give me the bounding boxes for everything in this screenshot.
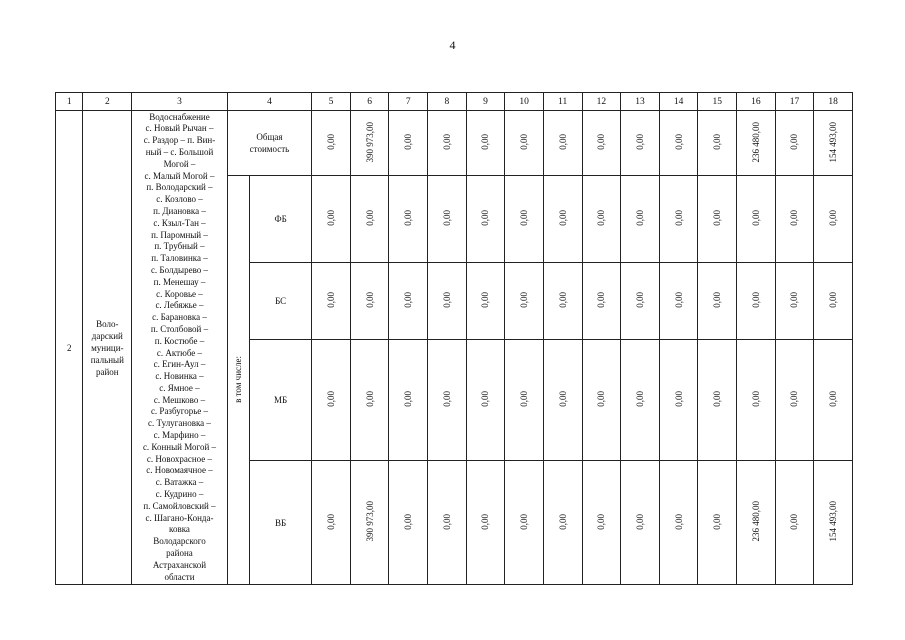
header-cell: 7	[389, 93, 428, 111]
value-cell	[428, 461, 467, 585]
value-text: 0,00	[480, 134, 491, 150]
value-cell	[466, 176, 505, 263]
value-text: 0,00	[403, 391, 414, 407]
value-cell	[428, 263, 467, 340]
value-cell	[698, 176, 737, 263]
value-text: 0,00	[789, 292, 800, 308]
value-text: 0,00	[519, 210, 530, 226]
header-cell: 13	[621, 93, 660, 111]
value-cell	[389, 111, 428, 176]
value-cell	[775, 461, 814, 585]
value-cell	[543, 263, 582, 340]
value-text: 0,00	[596, 134, 607, 150]
value-text: 0,00	[364, 391, 375, 407]
value-cell	[582, 176, 621, 263]
value-cell	[582, 340, 621, 461]
value-text: 0,00	[441, 513, 452, 530]
object-name-cell: Водоснабжение с. Новый Рычан – с. Раздор – п. Вин- ный – с. Большой Могой – с. Малый Могой – п. Володарский – с. Козлово – п. Диановка – с. Кзыл-Тан – п. Паромный – п. Трубный – п. Таловинка – с. Болдырево – п. Менешау – с. Коровье – с. Лебяжье – с. Барановка – п. Столбовой – п. Костюбе – с. Актюбе – с. Егин-Аул – с. Новинка – с. Ямное – с. Мешково – с. Разбугорье – с. Тулугановка – с. Марфино – с. Конный Могой – с. Новохрасное – с. Новомаячное – с. Ватажка – с. Кудрино – п. Самойловский – с. Шагано-Конда- ковка Володарского района Астраханской области	[132, 111, 228, 585]
value-cell	[389, 461, 428, 585]
value-text: 0,00	[480, 513, 491, 530]
value-cell	[505, 263, 544, 340]
value-cell	[659, 176, 698, 263]
header-cell: 3	[132, 93, 228, 111]
value-text: 0,00	[712, 391, 723, 407]
value-text: 0,00	[789, 134, 800, 150]
value-cell	[389, 263, 428, 340]
value-cell	[621, 263, 660, 340]
value-cell	[428, 111, 467, 176]
value-text: 0,00	[634, 134, 645, 150]
value-text: 0,00	[712, 210, 723, 226]
page-number: 4	[449, 38, 456, 52]
value-cell	[582, 263, 621, 340]
value-text: 0,00	[403, 210, 414, 226]
value-text: 0,00	[519, 391, 530, 407]
value-text: 0,00	[673, 292, 684, 308]
including-label-cell	[227, 176, 249, 585]
value-cell	[389, 176, 428, 263]
header-cell: 6	[350, 93, 389, 111]
value-text: 0,00	[325, 292, 336, 308]
value-cell	[389, 340, 428, 461]
value-text: 0,00	[441, 210, 452, 226]
value-text: 0,00	[441, 134, 452, 150]
value-cell	[659, 111, 698, 176]
value-text: 0,00	[712, 513, 723, 530]
header-cell: 10	[505, 93, 544, 111]
value-cell	[466, 340, 505, 461]
value-text: 0,00	[519, 513, 530, 530]
value-text: 0,00	[325, 210, 336, 226]
value-cell	[698, 340, 737, 461]
value-cell	[737, 111, 776, 176]
value-cell	[814, 111, 853, 176]
value-text: 0,00	[325, 513, 336, 530]
value-text: 0,00	[441, 391, 452, 407]
value-text: 0,00	[828, 210, 839, 226]
value-text: 0,00	[634, 292, 645, 308]
value-text: 0,00	[828, 292, 839, 308]
value-cell	[659, 340, 698, 461]
value-cell	[698, 111, 737, 176]
value-text: 0,00	[789, 391, 800, 407]
header-cell: 4	[227, 93, 311, 111]
header-cell: 14	[659, 93, 698, 111]
value-text: 0,00	[480, 292, 491, 308]
value-cell	[698, 461, 737, 585]
value-cell	[621, 176, 660, 263]
value-text: 0,00	[557, 391, 568, 407]
row-number: 2	[56, 111, 83, 585]
value-cell	[350, 176, 389, 263]
value-cell	[659, 461, 698, 585]
value-text: 0,00	[364, 210, 375, 226]
row-label-fb: ФБ	[250, 176, 312, 263]
value-text: 0,00	[403, 513, 414, 530]
row-label-vb: ВБ	[250, 461, 312, 585]
value-text: 236 480,00	[750, 121, 761, 163]
value-cell	[814, 461, 853, 585]
value-text: 0,00	[519, 134, 530, 150]
value-cell	[543, 176, 582, 263]
budget-table	[55, 92, 853, 585]
value-cell	[466, 111, 505, 176]
value-cell	[312, 111, 351, 176]
value-cell	[582, 461, 621, 585]
value-text: 0,00	[634, 210, 645, 226]
value-cell	[505, 111, 544, 176]
value-text: 0,00	[557, 210, 568, 226]
value-text: 236 480,00	[750, 501, 761, 542]
value-cell	[737, 263, 776, 340]
value-cell	[621, 111, 660, 176]
value-text: 0,00	[673, 134, 684, 150]
value-cell	[466, 461, 505, 585]
value-cell	[543, 340, 582, 461]
value-text: 0,00	[596, 210, 607, 226]
value-cell	[312, 340, 351, 461]
value-cell	[775, 111, 814, 176]
value-text: 390 973,00	[364, 121, 375, 163]
value-cell	[312, 263, 351, 340]
value-cell	[775, 263, 814, 340]
value-text: 0,00	[712, 134, 723, 150]
value-text: 0,00	[634, 391, 645, 407]
value-text: 0,00	[750, 292, 761, 308]
value-cell	[737, 176, 776, 263]
value-cell	[350, 263, 389, 340]
value-text: 0,00	[789, 210, 800, 226]
district-cell: Воло- дарский муници- пальный район	[83, 111, 132, 585]
row-label-total: Общая стоимость	[227, 111, 311, 176]
header-cell: 8	[428, 93, 467, 111]
value-cell	[737, 461, 776, 585]
value-cell	[659, 263, 698, 340]
table-row	[56, 111, 853, 176]
header-cell: 2	[83, 93, 132, 111]
value-cell	[543, 461, 582, 585]
value-text: 0,00	[325, 391, 336, 407]
value-cell	[582, 111, 621, 176]
including-label: в том числе:	[233, 355, 244, 403]
header-cell: 12	[582, 93, 621, 111]
value-text: 0,00	[673, 210, 684, 226]
value-text: 0,00	[480, 210, 491, 226]
value-cell	[350, 340, 389, 461]
value-text: 0,00	[596, 292, 607, 308]
header-cell: 5	[312, 93, 351, 111]
row-label-bs: БС	[250, 263, 312, 340]
value-cell	[312, 461, 351, 585]
value-cell	[543, 111, 582, 176]
row-label-mb: МБ	[250, 340, 312, 461]
value-text: 0,00	[712, 292, 723, 308]
value-cell	[814, 263, 853, 340]
header-cell: 1	[56, 93, 83, 111]
value-cell	[428, 340, 467, 461]
header-cell: 18	[814, 93, 853, 111]
header-row	[56, 93, 853, 111]
value-text: 0,00	[403, 134, 414, 150]
value-cell	[814, 340, 853, 461]
value-text: 0,00	[480, 391, 491, 407]
value-cell	[312, 176, 351, 263]
value-text: 0,00	[789, 513, 800, 530]
value-text: 154 493,00	[828, 121, 839, 163]
value-text: 0,00	[325, 134, 336, 150]
value-text: 0,00	[441, 292, 452, 308]
value-text: 0,00	[557, 292, 568, 308]
value-cell	[814, 176, 853, 263]
value-text: 0,00	[828, 391, 839, 407]
value-cell	[350, 461, 389, 585]
header-cell: 17	[775, 93, 814, 111]
header-cell: 16	[737, 93, 776, 111]
value-text: 0,00	[364, 292, 375, 308]
value-cell	[737, 340, 776, 461]
value-text: 0,00	[519, 292, 530, 308]
header-cell: 9	[466, 93, 505, 111]
value-cell	[505, 176, 544, 263]
value-cell	[621, 461, 660, 585]
value-text: 0,00	[557, 134, 568, 150]
value-cell	[775, 176, 814, 263]
value-cell	[428, 176, 467, 263]
value-text: 0,00	[634, 513, 645, 530]
value-text: 0,00	[750, 210, 761, 226]
value-text: 154 493,00	[828, 501, 839, 542]
header-cell: 11	[543, 93, 582, 111]
value-text: 0,00	[557, 513, 568, 530]
header-cell: 15	[698, 93, 737, 111]
value-cell	[350, 111, 389, 176]
value-text: 0,00	[750, 391, 761, 407]
value-text: 0,00	[596, 391, 607, 407]
value-cell	[621, 340, 660, 461]
value-text: 390 973,00	[364, 501, 375, 542]
value-cell	[466, 263, 505, 340]
value-text: 0,00	[673, 391, 684, 407]
value-cell	[775, 340, 814, 461]
value-text: 0,00	[596, 513, 607, 530]
value-cell	[505, 340, 544, 461]
value-text: 0,00	[403, 292, 414, 308]
value-cell	[505, 461, 544, 585]
value-text: 0,00	[673, 513, 684, 530]
value-cell	[698, 263, 737, 340]
